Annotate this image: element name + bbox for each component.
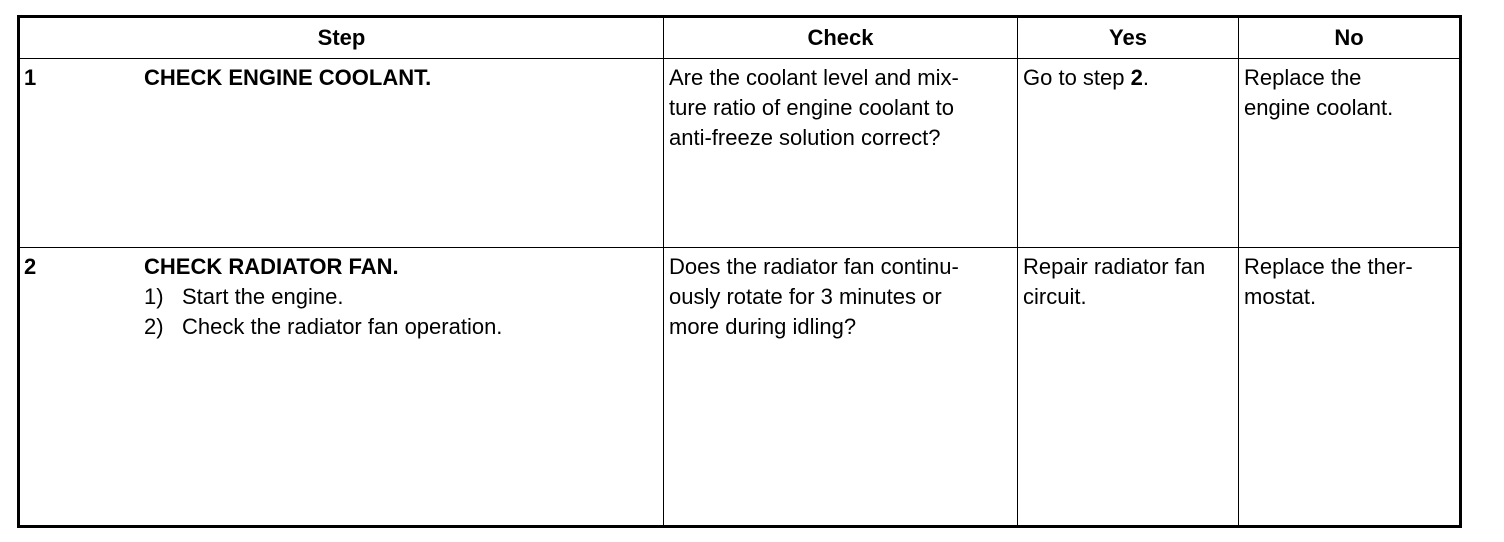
header-yes: Yes <box>1018 17 1239 59</box>
substep-text: Check the radiator fan operation. <box>182 314 503 339</box>
check-text <box>664 248 1017 342</box>
check-line: more during idling? <box>669 314 857 339</box>
step-title: CHECK ENGINE COOLANT. <box>144 65 432 90</box>
substep <box>144 312 663 342</box>
yes-line: Repair radiator fan <box>1023 254 1206 279</box>
yes-step-link[interactable]: 2 <box>1130 65 1143 90</box>
no-cell <box>1239 248 1461 527</box>
no-text <box>1239 248 1459 312</box>
check-line: anti-freeze solution correct? <box>669 125 941 150</box>
no-cell <box>1239 59 1461 248</box>
yes-text <box>1018 59 1238 93</box>
check-line: Are the coolant level and mix- <box>669 65 959 90</box>
table-header-row <box>19 17 1461 59</box>
yes-line: circuit. <box>1023 284 1087 309</box>
header-step: Step <box>19 17 664 59</box>
no-line: mostat. <box>1244 284 1317 309</box>
check-text <box>664 59 1017 153</box>
check-line: ture ratio of engine coolant to <box>669 95 954 120</box>
no-line: Replace the <box>1244 65 1362 90</box>
no-line: engine coolant. <box>1244 95 1394 120</box>
yes-text <box>1018 248 1238 312</box>
yes-cell <box>1018 248 1239 527</box>
yes-prefix: Go to step <box>1023 65 1131 90</box>
check-line: Does the radiator fan continu- <box>669 254 959 279</box>
check-cell <box>664 59 1018 248</box>
substep <box>144 282 663 312</box>
step-cell <box>19 248 664 527</box>
table-row <box>19 59 1461 248</box>
substep-number: 1) <box>144 284 164 309</box>
header-check: Check <box>664 17 1018 59</box>
yes-suffix: . <box>1142 65 1149 90</box>
check-line: ously rotate for 3 minutes or <box>669 284 942 309</box>
substep-text: Start the engine. <box>182 284 344 309</box>
table-row <box>19 248 1461 527</box>
step-cell <box>19 59 664 248</box>
substep-number: 2) <box>144 314 164 339</box>
no-text <box>1239 59 1459 123</box>
yes-cell <box>1018 59 1239 248</box>
diagnostic-table <box>17 15 1462 528</box>
header-no: No <box>1239 17 1461 59</box>
step-number: 1 <box>24 65 37 90</box>
step-number: 2 <box>24 254 37 279</box>
check-cell <box>664 248 1018 527</box>
step-title: CHECK RADIATOR FAN. <box>144 254 399 279</box>
no-line: Replace the ther- <box>1244 254 1413 279</box>
